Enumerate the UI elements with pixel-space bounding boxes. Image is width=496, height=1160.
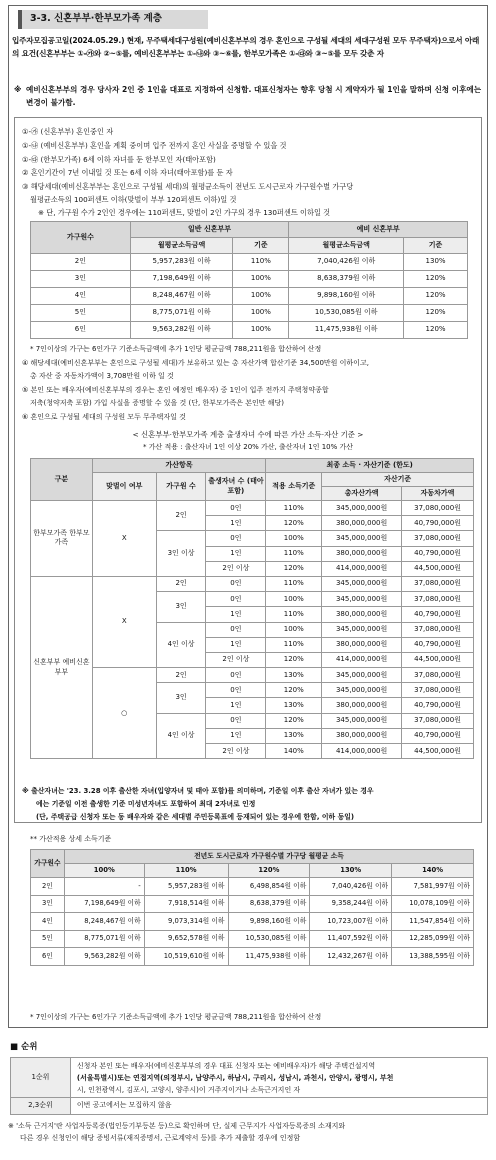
dual-flag: X	[92, 501, 156, 577]
table-cell: 6,498,854원 이하	[228, 878, 310, 896]
th-pre: 예비 신혼부부	[289, 222, 468, 238]
rank-23-text: 이번 공고에서는 모집하지 않음	[70, 1098, 487, 1115]
household-size: 3인	[156, 683, 206, 713]
table-cell: 10,530,085원 이하	[228, 930, 310, 948]
rank-1: 1순위	[11, 1058, 71, 1098]
table-cell: 10,723,007원 이하	[310, 913, 392, 931]
table-cell: 2인 이상	[206, 652, 266, 667]
table-cell: 37,080,000원	[402, 592, 474, 607]
table-cell: 5인	[31, 305, 131, 322]
household-size: 4인 이상	[156, 622, 206, 668]
table-cell: 6인	[31, 322, 131, 339]
table-cell: 7,918,514원 이하	[144, 895, 228, 913]
table-row	[31, 501, 474, 516]
table-cell: 345,000,000원	[322, 713, 402, 728]
th-std: 기준	[233, 238, 289, 254]
table-cell: 8,775,071원 이하	[130, 305, 233, 322]
table-cell: 0인	[206, 531, 266, 546]
table-cell: 7,040,426원 이하	[310, 878, 392, 896]
table-cell: 120%	[266, 561, 322, 576]
table-cell: 8,775,071원 이하	[64, 930, 144, 948]
detail-note: * 7인이상의 가구는 6인가구 기준소득금액에 추가 1인당 평균금액 788,211원을 합산하여 산정	[30, 1013, 322, 1021]
table-cell: 44,500,000원	[402, 744, 474, 759]
table-cell: 40,790,000원	[402, 728, 474, 743]
table-cell: 5,957,283원 이하	[130, 254, 233, 271]
table-cell: 110%	[266, 546, 322, 561]
table-cell: 0인	[206, 592, 266, 607]
table-row	[31, 913, 474, 931]
table-cell: 8,248,467원 이하	[130, 288, 233, 305]
table-cell: 4인	[31, 288, 131, 305]
bonus-table-subtitle: * 가산 적용 : 출산자녀 1인 이상 20% 가산, 출산자녀 1인 10% 가산	[142, 443, 354, 451]
table-cell: 110%	[233, 254, 289, 271]
table-cell: 110%	[266, 637, 322, 652]
table-cell: 13,388,595원 이하	[392, 948, 474, 966]
table-cell: 7,581,997원 이하	[392, 878, 474, 896]
table-cell: 7,198,649원 이하	[130, 271, 233, 288]
table-cell: 2인 이상	[206, 744, 266, 759]
th-dual: 맞벌이 여부	[92, 473, 156, 501]
req2-line: ④ 해당세대(예비신혼부부는 혼인으로 구성될 세대)가 보유하고 있는 총 자산가액 합산기준 34,500만원 이하이고,	[22, 359, 369, 367]
table-cell: 2인	[31, 254, 131, 271]
th-amount: 월평균소득금액	[130, 238, 233, 254]
table-cell: 1인	[206, 607, 266, 622]
birth-note: (단, 주택공급 신청자 또는 동 배우자와 같은 세대별 주민등록표에 등재되어 있는 경우에 한함, 이하 동일)	[36, 813, 355, 821]
req2-line: * 7인이상의 가구는 6인가구 기준소득금액에 추가 1인당 평균금액 788,211원을 합산하여 산정	[30, 345, 322, 353]
table-cell: 100%	[266, 592, 322, 607]
table-cell: 10,530,085원 이하	[289, 305, 404, 322]
table-cell: 345,000,000원	[322, 683, 402, 698]
table-row	[31, 254, 468, 271]
table-cell: 130%	[266, 668, 322, 683]
table-cell: 11,547,854원 이하	[392, 913, 474, 931]
table-cell: 44,500,000원	[402, 652, 474, 667]
note-bullet: ※	[14, 85, 22, 94]
dual-flag: X	[92, 576, 156, 667]
table-cell: 130%	[404, 254, 468, 271]
table-cell: 120%	[404, 322, 468, 339]
th-pct: 120%	[228, 864, 310, 878]
table-cell: 0인	[206, 576, 266, 591]
table-cell: 44,500,000원	[402, 561, 474, 576]
req-line: ③ 해당세대(예비신혼부부는 혼인으로 구성될 세대)의 월평균소득이 전년도 도시근로자 가구원수별 가구당	[22, 182, 354, 191]
table-cell: 9,563,282원 이하	[64, 948, 144, 966]
group-label: 한부모가족 한부모가족	[31, 501, 93, 577]
birth-note: 에는 기준일 이전 출생한 기준 미성년자녀도 포함하여 최대 2자녀로 인정	[36, 800, 256, 808]
table-cell: 120%	[266, 652, 322, 667]
household-size: 2인	[156, 576, 206, 591]
table-cell: 11,407,592원 이하	[310, 930, 392, 948]
table-cell: 2인 이상	[206, 561, 266, 576]
household-size: 2인	[156, 668, 206, 683]
table-cell: 40,790,000원	[402, 546, 474, 561]
table-cell: 9,563,282원 이하	[130, 322, 233, 339]
table-cell: 40,790,000원	[402, 698, 474, 713]
req-line: ①-㉯ (예비신혼부부) 혼인을 계획 중이며 입주 전까지 혼인 사실을 증명할 수 있을 것	[22, 141, 287, 150]
th-pct: 110%	[144, 864, 228, 878]
table-cell: 10,519,610원 이하	[144, 948, 228, 966]
table-cell: 110%	[266, 501, 322, 516]
table-cell: 130%	[266, 728, 322, 743]
table-row	[31, 271, 468, 288]
table-cell: 37,080,000원	[402, 531, 474, 546]
table-cell: 100%	[233, 271, 289, 288]
table-cell: 110%	[266, 576, 322, 591]
bonus-table	[30, 458, 474, 759]
bonus-table-title: < 신혼부부·한부모가족 계층 출생자녀 수에 따른 가산 소득·자산 기준 >	[132, 430, 364, 439]
table-cell: 8,638,379원 이하	[289, 271, 404, 288]
table-cell: 100%	[266, 531, 322, 546]
table-cell: 380,000,000원	[322, 546, 402, 561]
th-hh: 가구원수	[31, 850, 65, 878]
table-cell: 37,080,000원	[402, 501, 474, 516]
table-cell: 120%	[404, 271, 468, 288]
req2-line: 총 자산 중 자동차가액이 3,708만원 이하 일 것	[30, 372, 174, 380]
table-row	[31, 930, 474, 948]
table-row	[31, 878, 474, 896]
th-car: 자동차가액	[402, 487, 474, 501]
th-household: 가구원수	[31, 222, 131, 254]
th-asset: 자산기준	[322, 473, 474, 487]
table-cell: 120%	[266, 516, 322, 531]
table-cell: 414,000,000원	[322, 744, 402, 759]
table-cell: 100%	[233, 322, 289, 339]
th-child: 출생자녀 수 (태아포함)	[206, 473, 266, 501]
footnote: ※ '소득 근거지'란 사업자등록증(법인등기부등본 등)으로 확인하며 단, 실제 근무지가 사업자등록증의 소재지와	[8, 1122, 346, 1130]
rank-title: ■ 순위	[10, 1042, 38, 1052]
table-cell: 5인	[31, 930, 65, 948]
th-max: 최종 소득 · 자산기준 (한도)	[266, 459, 474, 473]
table-row	[31, 895, 474, 913]
table-cell: 40,790,000원	[402, 516, 474, 531]
table-cell: 380,000,000원	[322, 698, 402, 713]
table-cell: 12,432,267원 이하	[310, 948, 392, 966]
req-line: ※ 단, 가구원 수가 2인인 경우에는 110퍼센트, 맞벌이 2인 가구의 경우 130퍼센트 이하일 것	[38, 208, 331, 217]
table-cell: 345,000,000원	[322, 592, 402, 607]
eligibility-intro: 입주자모집공고일(2024.05.29.) 현재, 무주택세대구성원(예비신혼부부의 경우 혼인으로 구성될 세대의 세대구성원 모두 무주택자)으로서 아래의 요건(신혼부부는 ①-㉮와 ②~⑤를, 예비신혼부부는 ①-㉯와 ③~⑥를, 한부모가족은 ①-㉰와 ③~⑤를 모두 갖춘 자	[12, 36, 480, 58]
th-general: 일반 신혼부부	[130, 222, 289, 238]
th-count: 가구원 수	[156, 473, 206, 501]
table-cell: 9,898,160원 이하	[228, 913, 310, 931]
representative-note	[12, 83, 484, 109]
table-cell: 40,790,000원	[402, 637, 474, 652]
table-cell: 11,475,938원 이하	[228, 948, 310, 966]
th-amount: 월평균소득금액	[289, 238, 404, 254]
footnote: 다른 경우 신청인이 해당 증빙서류(재직증명서, 근로계약서 등)를 추가 제출할 경우에 인정함	[20, 1134, 301, 1142]
table-cell: 100%	[266, 622, 322, 637]
req-line: ①-㉮ (신혼부부) 혼인중인 자	[22, 127, 114, 136]
table-cell: 380,000,000원	[322, 637, 402, 652]
table-cell: 345,000,000원	[322, 622, 402, 637]
th-pct: 100%	[64, 864, 144, 878]
table-row	[31, 948, 474, 966]
table-cell: 2인	[31, 878, 65, 896]
table-cell: 37,080,000원	[402, 683, 474, 698]
table-cell: 1인	[206, 698, 266, 713]
table-cell: -	[64, 878, 144, 896]
table-cell: 345,000,000원	[322, 531, 402, 546]
table-cell: 40,790,000원	[402, 607, 474, 622]
table-cell: 414,000,000원	[322, 561, 402, 576]
table-cell: 1인	[206, 516, 266, 531]
table-cell: 6인	[31, 948, 65, 966]
table-cell: 1인	[206, 728, 266, 743]
table-cell: 12,285,099원 이하	[392, 930, 474, 948]
table-cell: 130%	[266, 698, 322, 713]
table-cell: 9,073,314원 이하	[144, 913, 228, 931]
req-line: 월평균소득의 100퍼센트 이하(맞벌이 부부 120퍼센트 이하)일 것	[30, 195, 237, 204]
income-table	[30, 221, 468, 339]
th-total: 총자산가액	[322, 487, 402, 501]
table-row	[31, 305, 468, 322]
household-size: 2인	[156, 501, 206, 531]
table-cell: 37,080,000원	[402, 668, 474, 683]
table-cell: 120%	[266, 713, 322, 728]
table-cell: 120%	[266, 683, 322, 698]
req2-line: ⑥ 혼인으로 구성될 세대의 구성원 모두 무주택자일 것	[22, 413, 186, 421]
req2-line: ⑤ 본인 또는 배우자(예비신혼부부의 경우는 혼인 예정인 배우자) 중 1인이 입주 전까지 주택청약종합	[22, 386, 329, 394]
table-cell: 7,040,426원 이하	[289, 254, 404, 271]
table-cell: 4인	[31, 913, 65, 931]
rank-1-text: (서울특별시)또는 연접지역(의정부시, 남양주시, 하남시, 구리시, 성남시, 과천시, 안양시, 광명시, 부천	[76, 1073, 394, 1082]
dual-flag: ○	[92, 668, 156, 759]
table-cell: 37,080,000원	[402, 576, 474, 591]
th-income: 적용 소득기준	[266, 473, 322, 501]
rank-table	[10, 1057, 488, 1115]
table-cell: 1인	[206, 546, 266, 561]
table-cell: 100%	[233, 288, 289, 305]
detail-table	[30, 849, 474, 966]
req2-line: 저축(청약저축 포함) 가입 사실을 증명할 수 있을 것 (단, 한부모가족은 본인만 해당)	[30, 399, 285, 407]
section-header	[18, 10, 208, 29]
table-cell: 37,080,000원	[402, 713, 474, 728]
birth-note: ※ 출산자녀는 '23. 3.28 이후 출산한 자녀(입양자녀 및 태아 포함)를 의미하며, 기준일 이후 출산 자녀가 있는 경우	[22, 787, 374, 795]
table-cell: 345,000,000원	[322, 668, 402, 683]
household-size: 3인	[156, 592, 206, 622]
table-cell: 110%	[266, 607, 322, 622]
table-cell: 3인	[31, 271, 131, 288]
th-type: 구분	[31, 459, 93, 501]
table-cell: 345,000,000원	[322, 576, 402, 591]
rank-1-text: 신청자 본인 또는 배우자(예비신혼부부의 경우 대표 신청자 또는 예비배우자)가 해당 주택건설지역	[76, 1061, 376, 1070]
table-cell: 5,957,283원 이하	[144, 878, 228, 896]
table-cell: 0인	[206, 622, 266, 637]
table-cell: 10,078,109원 이하	[392, 895, 474, 913]
table-cell: 380,000,000원	[322, 516, 402, 531]
table-cell: 7,198,649원 이하	[64, 895, 144, 913]
table-cell: 37,080,000원	[402, 622, 474, 637]
th-pct: 140%	[392, 864, 474, 878]
table-cell: 100%	[233, 305, 289, 322]
household-size: 3인 이상	[156, 531, 206, 577]
rank-23: 2,3순위	[11, 1098, 71, 1115]
table-row	[31, 668, 474, 683]
th-pct: 130%	[310, 864, 392, 878]
group-label: 신혼부부 예비신혼부부	[31, 576, 93, 758]
table-cell: 0인	[206, 668, 266, 683]
req-line: ①-㉰ (한부모가족) 6세 이하 자녀를 둔 한부모인 자(태아포함)	[22, 155, 216, 164]
table-cell: 9,652,578원 이하	[144, 930, 228, 948]
section-title: 3-3. 신혼부부·한부모가족 계층	[30, 13, 162, 24]
table-cell: 140%	[266, 744, 322, 759]
table-cell: 8,248,467원 이하	[64, 913, 144, 931]
table-cell: 120%	[404, 288, 468, 305]
table-row	[31, 322, 468, 339]
household-size: 4인 이상	[156, 713, 206, 759]
table-cell: 345,000,000원	[322, 501, 402, 516]
table-cell: 1인	[206, 637, 266, 652]
table-cell: 0인	[206, 713, 266, 728]
note-text: 예비신혼부부의 경우 당사자 2인 중 1인을 대표로 지정하여 신청함. 대표신청자는 향후 당첨 시 계약자가 될 1인을 말하며 신청 이후에는 변경이 불가함.	[26, 85, 482, 107]
th-add: 가산항목	[92, 459, 266, 473]
table-cell: 9,898,160원 이하	[289, 288, 404, 305]
rank-1-text: 시, 인천광역시, 김포시, 고양시, 양주시)이 거주지이거나 소득근거지인 자	[76, 1085, 301, 1094]
table-cell: 0인	[206, 683, 266, 698]
table-cell: 380,000,000원	[322, 607, 402, 622]
detail-title: ** 가산적용 상세 소득기준	[30, 835, 112, 843]
th-std: 기준	[404, 238, 468, 254]
table-cell: 380,000,000원	[322, 728, 402, 743]
table-cell: 120%	[404, 305, 468, 322]
table-row	[31, 288, 468, 305]
table-cell: 3인	[31, 895, 65, 913]
table-cell: 0인	[206, 501, 266, 516]
req-line: ② 혼인기간이 7년 이내일 것 또는 6세 이하 자녀(태아포함)를 둔 자	[22, 168, 233, 177]
table-cell: 11,475,938원 이하	[289, 322, 404, 339]
th-main: 전년도 도시근로자 가구원수별 가구당 월평균 소득	[64, 850, 473, 864]
table-cell: 9,358,244원 이하	[310, 895, 392, 913]
table-row	[31, 576, 474, 591]
table-cell: 8,638,379원 이하	[228, 895, 310, 913]
table-cell: 414,000,000원	[322, 652, 402, 667]
